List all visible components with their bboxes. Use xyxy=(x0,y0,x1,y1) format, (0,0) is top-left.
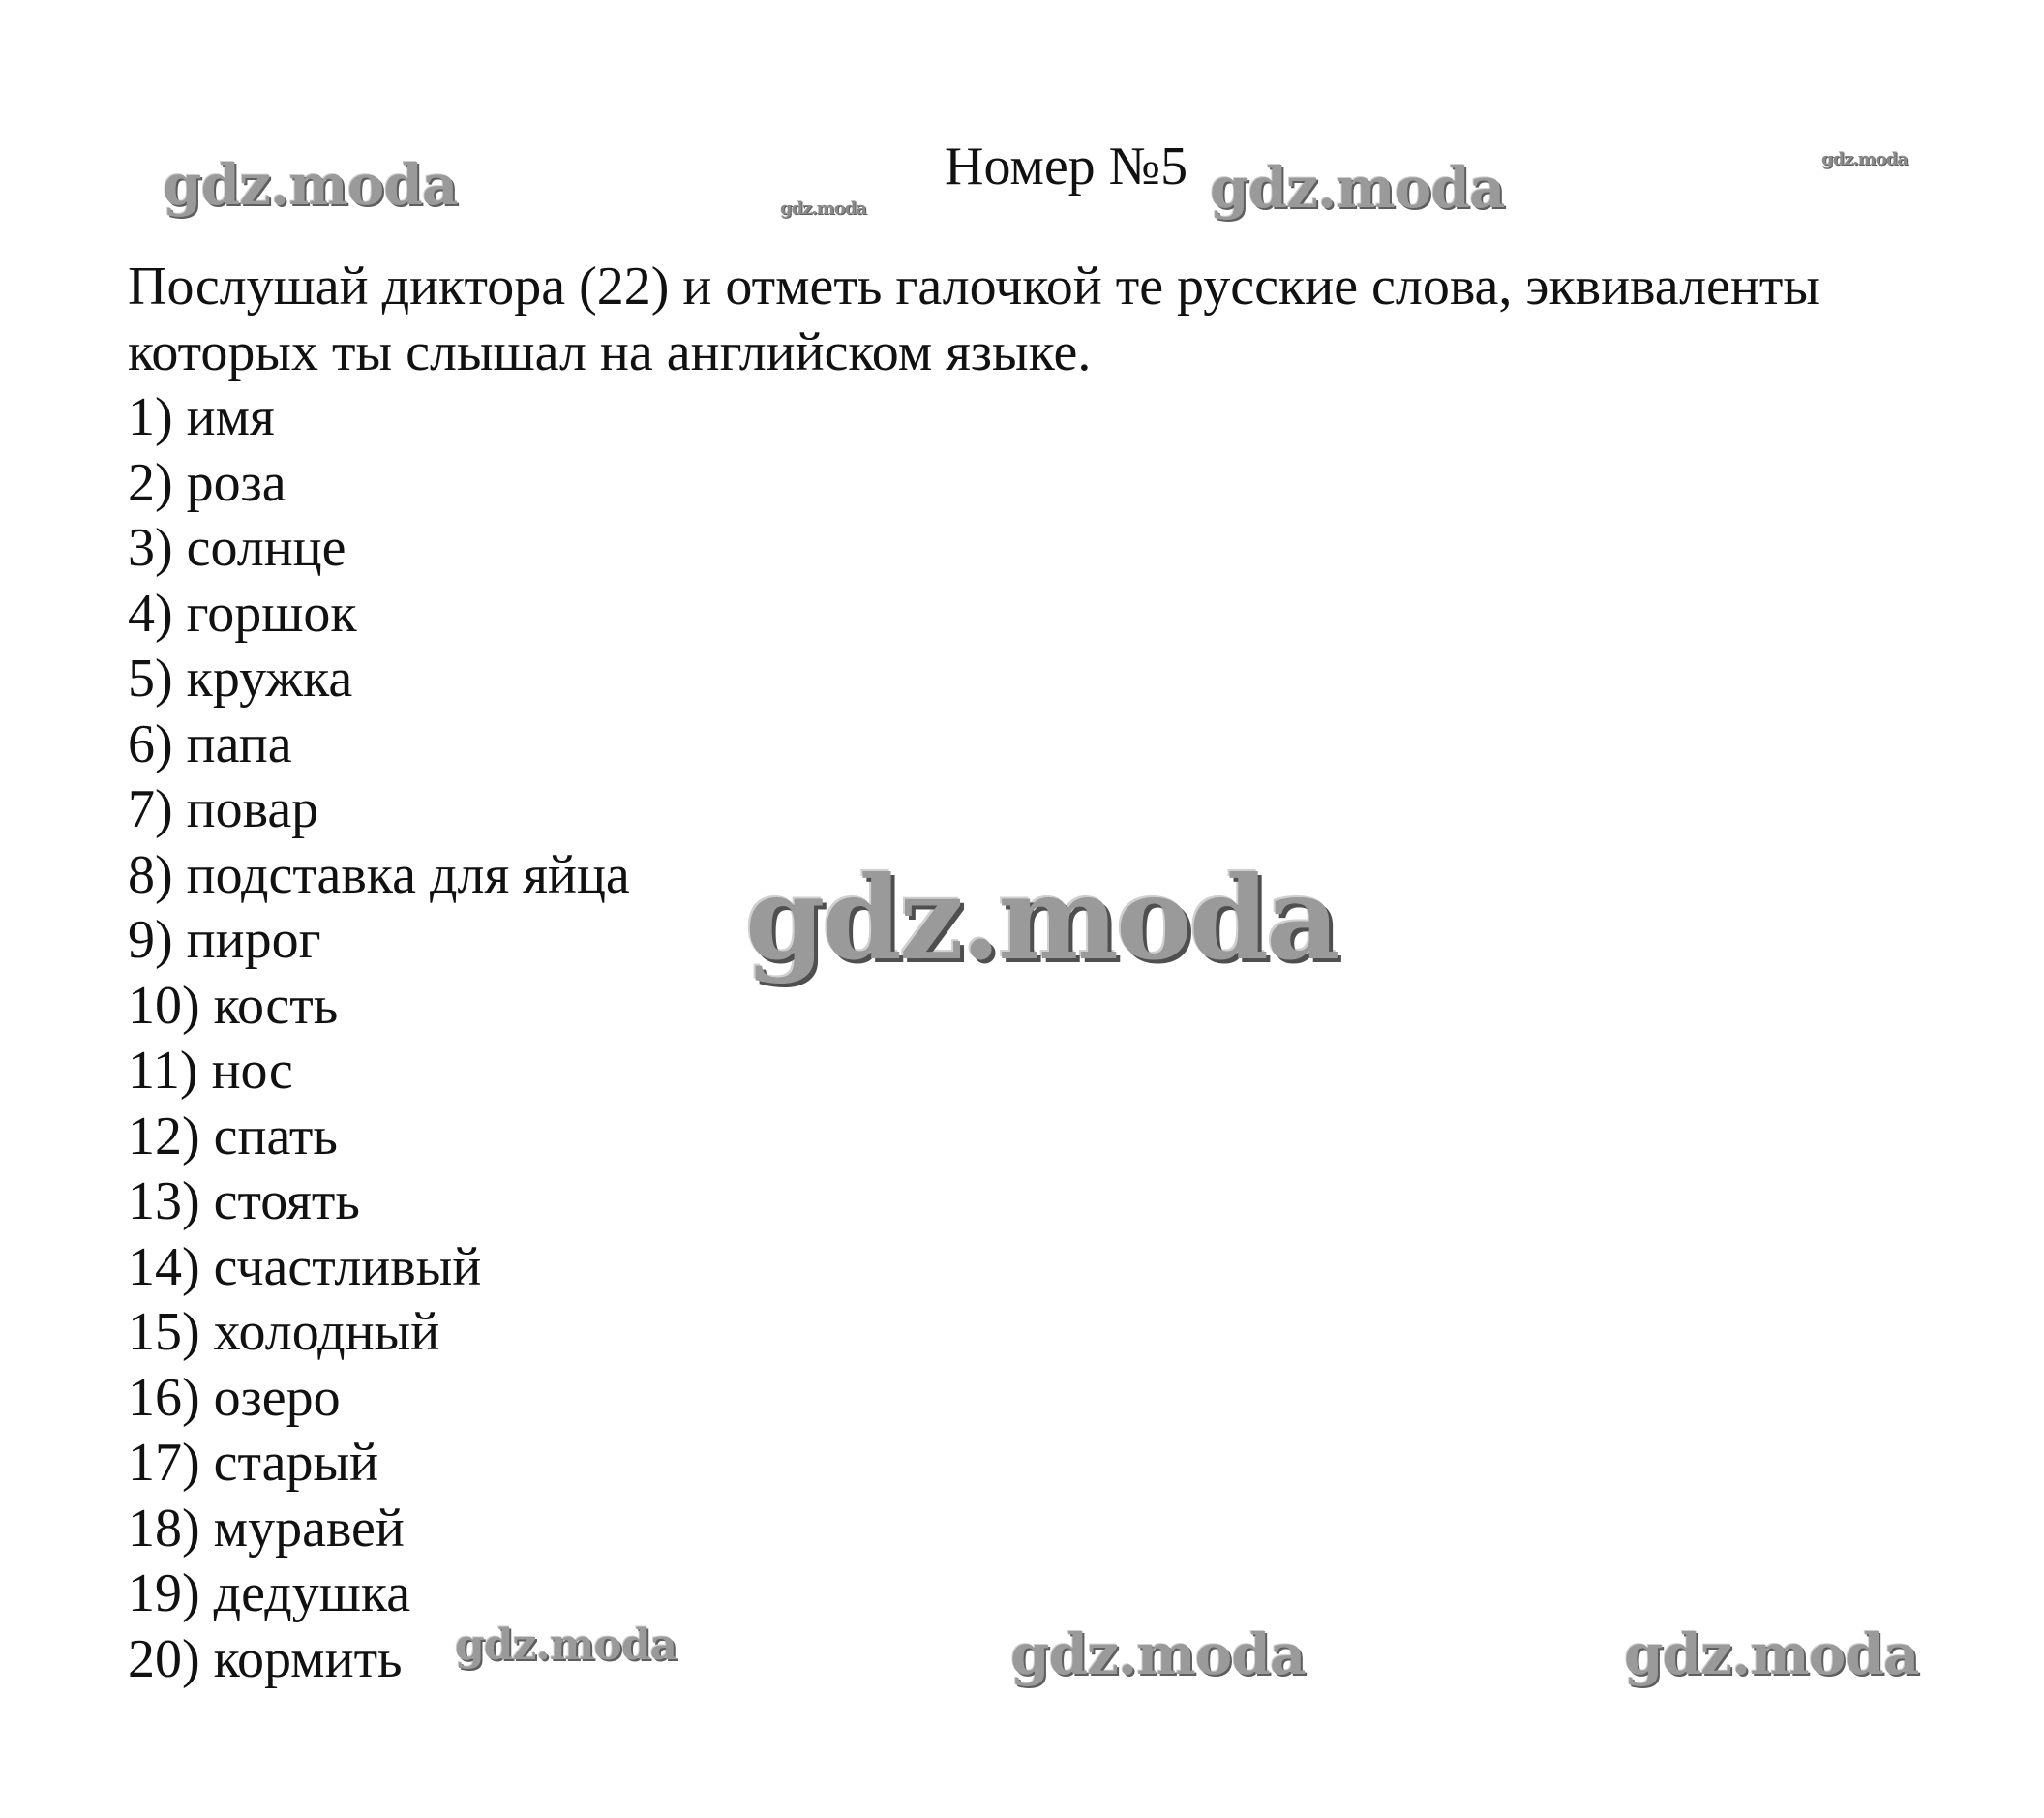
watermark-logo: gdz.moda xyxy=(455,1621,677,1670)
instruction-text xyxy=(128,254,1986,385)
list-item: 4) горшок xyxy=(128,583,357,644)
instruction-line: которых ты слышал на английском языке. xyxy=(128,322,1092,382)
word-list xyxy=(128,385,630,1692)
list-item: 8) подставка для яйца xyxy=(128,844,630,905)
watermark-logo: gdz.moda xyxy=(1624,1621,1919,1687)
watermark-logo: gdz.moda xyxy=(163,152,458,218)
list-item: 6) папа xyxy=(128,713,292,774)
watermark-logo: gdz.moda xyxy=(1210,155,1505,221)
page-title: Номер №5 xyxy=(945,136,1188,197)
watermark-logo: gdz.moda xyxy=(745,851,1338,985)
list-item: 18) муравей xyxy=(128,1498,405,1559)
list-item: 2) роза xyxy=(128,452,286,513)
list-item: 11) нос xyxy=(128,1041,293,1101)
list-item: 7) повар xyxy=(128,779,319,839)
list-item: 12) спать xyxy=(128,1106,338,1167)
instruction-line: Послушай диктора (22) и отметь галочкой те русские слова, эквиваленты xyxy=(128,257,1819,317)
list-item: 15) холодный xyxy=(128,1302,440,1362)
watermark-logo: gdz.moda xyxy=(780,198,866,219)
list-item: 9) пирог xyxy=(128,910,321,970)
list-item: 17) старый xyxy=(128,1433,379,1493)
list-item: 13) стоять xyxy=(128,1171,360,1231)
list-item: 19) дедушка xyxy=(128,1563,411,1623)
list-item: 3) солнце xyxy=(128,518,346,578)
watermark-logo: gdz.moda xyxy=(1010,1621,1306,1687)
list-item: 5) кружка xyxy=(128,649,353,709)
list-item: 1) имя xyxy=(128,387,275,447)
list-item: 20) кормить xyxy=(128,1628,403,1689)
watermark-logo: gdz.moda xyxy=(1821,149,1908,169)
list-item: 16) озеро xyxy=(128,1367,341,1428)
list-item: 14) счастливый xyxy=(128,1236,482,1297)
list-item: 10) кость xyxy=(128,975,339,1036)
